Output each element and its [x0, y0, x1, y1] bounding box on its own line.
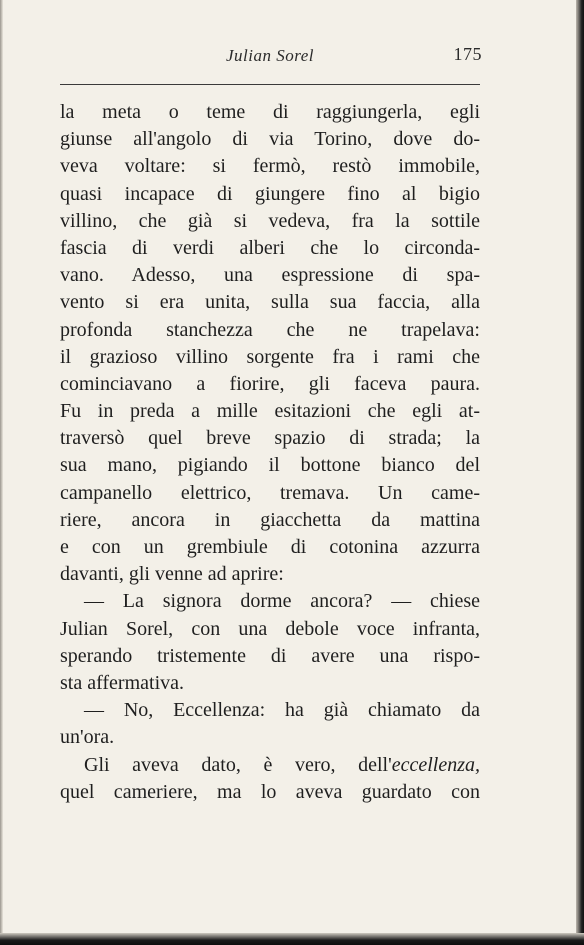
- text-line: un'ora.: [60, 726, 115, 749]
- text-line: quel cameriere, ma lo aveva guardato con: [60, 780, 480, 803]
- page-bottom-edge: [0, 933, 584, 945]
- text-line: Julian Sorel, con una debole voce infranta,: [60, 617, 480, 640]
- text-line: fascia di verdi alberi che lo circonda-: [60, 236, 480, 259]
- text-line: riere, ancora in giacchetta da mattina: [60, 508, 480, 531]
- text-line: profonda stanchezza che ne trapelava:: [60, 318, 480, 341]
- text-line: campanello elettrico, tremava. Un came-: [60, 481, 480, 504]
- text-line: traversò quel breve spazio di strada; la: [60, 427, 480, 450]
- text-line: il grazioso villino sorgente fra i rami che: [60, 345, 480, 368]
- text-line: veva voltare: si fermò, restò immobile,: [60, 155, 480, 178]
- running-title: Julian Sorel: [226, 46, 314, 65]
- text-run: Gli aveva dato, è vero, dell': [84, 753, 392, 776]
- text-line: sperando tristemente di avere una rispo-: [60, 644, 480, 667]
- text-line: Fu in preda a mille esitazioni che egli at-: [60, 400, 480, 423]
- running-header: [58, 44, 482, 74]
- header-rule: [60, 84, 480, 85]
- text-line: vano. Adesso, una espressione di spa-: [60, 264, 480, 287]
- text-line: — No, Eccellenza: ha già chiamato da: [84, 699, 480, 722]
- page-number: 175: [453, 44, 482, 64]
- page-binding-edge: [576, 0, 584, 945]
- italic-word: eccellenza,: [391, 753, 480, 776]
- text-line: giunse all'angolo di via Torino, dove do-: [60, 128, 480, 151]
- text-line: cominciavano a fiorire, gli faceva paura.: [60, 372, 480, 395]
- text-line: villino, che già si vedeva, fra la sottile: [60, 209, 480, 232]
- text-line: quasi incapace di giungere fino al bigio: [60, 182, 480, 205]
- text-line: la meta o teme di raggiungerla, egli: [60, 101, 480, 123]
- text-line-with-italic: [60, 752, 480, 779]
- text-line: e con un grembiule di cotonina azzurra: [60, 536, 480, 558]
- text-line: sua mano, pigiando il bottone bianco del: [60, 454, 480, 477]
- text-line: sta affermativa.: [60, 671, 185, 694]
- text-line: — La signora dorme ancora? — chiese: [84, 590, 480, 613]
- body-text: [60, 99, 480, 806]
- text-line: vento si era unita, sulla sua faccia, alla: [60, 291, 480, 314]
- text-line: davanti, gli venne ad aprire:: [60, 563, 284, 586]
- page-left-edge: [0, 0, 3, 945]
